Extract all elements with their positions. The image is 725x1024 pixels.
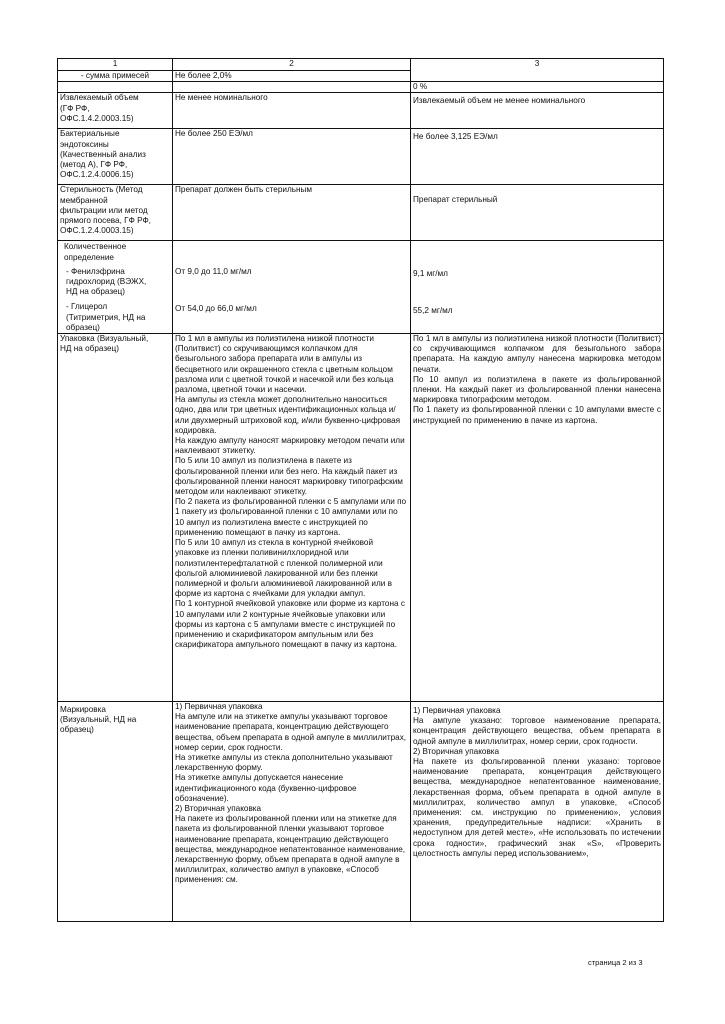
phenylephrine-label: - Фенилэфрина гидрохлорид (ВЭЖХ, НД на образец)	[66, 266, 147, 297]
extractable-volume-label: Извлекаемый объем (ГФ РФ, ОФС.1.4.2.0003.15)	[58, 93, 173, 129]
table-row	[58, 241, 664, 334]
packaging-norm: По 1 мл в ампулы из полиэтилена низкой плотности (Политвист) со скручивающимся колпачком для безыгольного забора препарата или в ампулы из бесцветного или окрашенного стекла с цветным кольцом разлома или с цветной точкой и насечкой или без кольца разлома, цветной точки и насечки. На ампулы из стекла может дополнительно наноситься одно, два или три цветных идентификационных кольца и/или двухмерный штриховой код, и/или буквенно-цифровая кодировка. На каждую ампулу наносят маркировку методом печати или наклеивают этикетку. По 5 или 10 ампул из полиэтилена в пакете из фольгированной пленки или без него. На каждый пакет из фольгированной пленки наносят маркировку типографским методом или наклеивают этикетку. По 2 пакета из фольгированной пленки с 5 ампулами или по 1 пакету из фольгированной пленки с 10 ампулами или по 10 ампул из полиэтилена вместе с инструкцией по применению помещают в пачку из картона. По 5 или 10 ампул из стекла в контурной ячейковой упаковке из пленки поливинилхлоридной или полиэтилентерефталатной с пленкой полимерной или фольгой алюминиевой лакированной или без пленки полимерной и фольги алюминиевой лакированной или в форме из картона с ячейками для укладки ампул. По 1 контурной ячейковой упаковке или форме из картона с 10 ампулами или 2 контурные ячейковые упаковки или формы из картона с 5 ампулами вместе с инструкцией по применению и скарификатором ампульным или без скарификатора ампульного помещают в пачку из картона.	[173, 334, 411, 702]
impurities-sum-norm: Не более 2,0%	[173, 71, 411, 82]
table-row	[58, 93, 664, 129]
table-row	[58, 82, 664, 93]
endotoxins-label: Бактериальные эндотоксины (Качественный анализ (метод А), ГФ РФ, ОФС.1.2.4.0006.15)	[58, 129, 173, 185]
quant-determination-cell	[58, 241, 173, 334]
glycerol-result: 55,2 мг/мл	[413, 305, 453, 315]
marking-result: 1) Первичная упаковка На ампуле указано: торговое наименование препарата, концентрация действующего вещества, объем препарата в одной ампуле в миллилитрах, номер серии, срок годности. 2) Вторичная упаковка На пакете из фольгированной пленки указано: торговое наименование препарата, концентрация действующего вещества, международное непатентованное наименование, лекарственная форма, объем препарата в одной ампуле в миллилитрах, количество ампул в упаковке, «Способ применения: см. инструкцию по применению», условия хранения, предупредительные надписи: «Хранить в недоступном для детей месте», «Не использовать по истечении срока годности», графический знак «S», «Проверить целостность ампулы перед использованием»,	[411, 702, 664, 922]
table-row	[58, 334, 664, 702]
marking-label: Маркировка (Визуальный, НД на образец)	[58, 702, 173, 922]
glycerol-label: - Глицерол (Титриметрия, НД на образец)	[66, 302, 146, 332]
extractable-volume-result: Извлекаемый объем не менее номинального	[411, 93, 664, 129]
phenylephrine-norm: От 9,0 до 11,0 мг/мл	[175, 267, 252, 277]
marking-norm: 1) Первичная упаковка На ампуле или на этикетке ампулы указывают торговое наименование препарата, концентрацию действующего вещества, объем препарата в одной ампуле в миллилитрах, номер серии, срок годности. На этикетке ампулы из стекла дополнительно указывают лекарственную форму. На этикетке ампулы допускается нанесение идентификационного кода (буквенно-цифровое обозначение). 2) Вторичная упаковка На пакете из фольгированной пленки или на этикетке для пакета из фольгированной пленки указывают торговое наименование препарата, концентрацию действующего вещества, международное непатентованное наименование, лекарственную форму, объем препарата в одной ампуле в миллилитрах, количество ампул в упаковке, «Способ применения: см.	[173, 702, 411, 922]
sterility-result: Препарат стерильный	[411, 185, 664, 241]
table-row	[58, 702, 664, 922]
table-header-row	[58, 59, 664, 71]
phenylephrine-result: 9,1 мг/мл	[413, 269, 448, 279]
packaging-result: По 1 мл в ампулы из полиэтилена низкой плотности (Политвист) со скручивающимся колпачком для безыгольного забора препарата. На каждую ампулу нанесена маркировка методом печати. По 10 ампул из полиэтилена в пакете из фольгированной пленки. На каждый пакет из фольгированной пленки нанесена маркировка типографским методом. По 1 пакету из фольгированной пленки с 10 ампулами вместе с инструкцией по применению в пачке из картона.	[411, 334, 664, 702]
page-number: страница 2 из 3	[588, 958, 643, 967]
column-3-header: 3	[411, 59, 664, 82]
specification-table	[57, 58, 664, 922]
sterility-norm: Препарат должен быть стерильным	[173, 185, 411, 241]
impurities-sum-result: 0 %	[411, 82, 664, 93]
table-row	[58, 185, 664, 241]
extractable-volume-norm: Не менее номинального	[173, 93, 411, 129]
sterility-label: Стерильность (Метод мембранной фильтрации или метод прямого посева, ГФ РФ, ОФС.1.2.4.0003.15)	[58, 185, 173, 241]
column-2-header: 2	[173, 59, 411, 71]
table-row	[58, 129, 664, 185]
packaging-label: Упаковка (Визуальный, НД на образец)	[58, 334, 173, 702]
glycerol-norm: От 54,0 до 66,0 мг/мл	[175, 303, 257, 313]
quant-determination-title: Количественное определение	[64, 242, 127, 262]
column-1-header: 1	[58, 59, 173, 71]
endotoxins-result: Не более 3,125 ЕЭ/мл	[411, 129, 664, 185]
impurities-sum-label: - сумма примесей	[58, 71, 173, 82]
quant-determination-results	[411, 241, 664, 334]
quant-determination-norms	[173, 241, 411, 334]
endotoxins-norm: Не более 250 ЕЭ/мл	[173, 129, 411, 185]
